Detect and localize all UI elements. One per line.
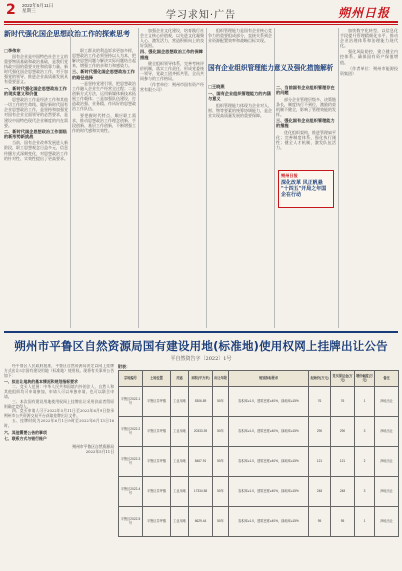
header-cell: 土地位置 [143, 371, 171, 387]
article-2-column-4-top [208, 28, 272, 62]
signature-issuer: 朔州市平鲁区自然资源局 [72, 443, 114, 449]
table-cell: 容积率≥1.0，建筑密度≥40%，绿地率≤15% [229, 507, 309, 537]
table-cell: 1 [355, 507, 375, 537]
weekday: 星期三 [22, 8, 36, 14]
table-cell: 平鲁区2022-3号 [119, 447, 143, 477]
date: 2022年5月11日 [22, 3, 54, 8]
table-cell: 76 [331, 387, 355, 417]
table-cell: 容积率≥1.0，建筑密度≥40%，绿地率≤15% [229, 387, 309, 417]
header-cell: 面积(平方米) [189, 371, 213, 387]
table-cell: 净地出让 [375, 477, 399, 507]
paragraph: 部分企业管理层级多、决策链条长，制度执行不到位，激励约束机制不健全，影响了管理效能的发挥。 [276, 96, 336, 117]
header-cell: 增价幅度(万元) [355, 371, 375, 387]
table-cell: 工业用地 [171, 477, 189, 507]
newspaper-logo: 朔州日报 [337, 6, 390, 20]
table-cell: 净地出让 [375, 507, 399, 537]
table-cell: 净地出让 [375, 387, 399, 417]
table-cell: 净地出让 [375, 417, 399, 447]
table-cell: 容积率≥1.0，建筑密度≥40%，绿地率≤15% [229, 447, 309, 477]
article-1-title: 新时代强化国企思想政治工作的探索思考 [4, 30, 130, 38]
table-cell: 平鲁区2022-4号 [119, 477, 143, 507]
notice-paragraph: 经平鲁区人民政府批准，平鲁区自然资源局决定以网上挂牌方式出让5宗国有建设用地（标准地）使用权。现将有关事项公告如下： [4, 364, 114, 378]
masthead-rule [4, 21, 398, 23]
table-cell: 290 [331, 417, 355, 447]
table-cell: 平鲁区井坪镇 [143, 507, 171, 537]
paragraph: 优化组织架构，推进管理扁平化；完善制度体系，强化执行刚性；健全人才机制，激发队伍活力。 [276, 129, 336, 150]
subheading: 三、强化国有企业组织管理能力的措施 [276, 117, 335, 129]
header-cell: 用途 [171, 371, 189, 387]
table-cell: 1 [355, 387, 375, 417]
header-cell: 竞买保证金(万元) [331, 371, 355, 387]
notice-paragraph: 三、本次国有建设用地使用权网上挂牌出让采用价高者得原则确定竞得人。 [4, 398, 114, 409]
article-1-column-2 [72, 48, 136, 328]
table-cell: 3 [355, 477, 375, 507]
paragraph: 强化风险防控，建立健全内控体系，确保国有资产保值增值。 [340, 49, 398, 65]
table-cell: 76 [309, 387, 331, 417]
header-cell: 规划指标要求 [229, 371, 309, 387]
article-2-column-4 [208, 84, 272, 328]
table-row [119, 417, 399, 447]
article-2-title: 国有企业组织管理能力意义及强化措施解析 [208, 64, 334, 72]
table-cell: 工业用地 [171, 387, 189, 417]
column-divider [138, 28, 139, 328]
table-cell: 50年 [213, 507, 229, 537]
notice-signature [4, 444, 114, 454]
article-1-column-3 [140, 28, 204, 328]
subheading: 一、新时代强化国企思想政治工作的现实意义和价值 [4, 85, 67, 96]
paragraph: 健全组织领导体系，完善考核评价机制，落实工作责任，形成党委统一领导、党政工团齐抓共管、全员共同参与的工作格局。 [140, 60, 204, 82]
table-cell: 6629.44 [189, 507, 213, 537]
table-row [119, 477, 399, 507]
table-cell: 290 [309, 417, 331, 447]
article-2-byline: □王晓燕 [208, 84, 225, 89]
table-cell: 容积率≥1.0，建筑密度≥40%，绿地率≤15% [229, 477, 309, 507]
table-cell: 平鲁区井坪镇 [143, 447, 171, 477]
paragraph: 当前，国有企业改革发展进入新阶段，职工思想观念日益多元，信息传播方式深刻变化，对思想政治工作的针对性、实效性提出了更高要求。 [4, 140, 68, 161]
notice-body [4, 364, 114, 564]
subheading: 四、强化国企思想政治工作的保障措施 [140, 49, 203, 60]
table-cell: 工业用地 [171, 417, 189, 447]
table-cell: 50年 [213, 387, 229, 417]
table-cell: 121 [309, 447, 331, 477]
table-cell: 248 [331, 477, 355, 507]
table-header-row [119, 371, 399, 387]
promo-box [278, 170, 334, 208]
paragraph: 加强企业文化建设，培育践行社会主义核心价值观，以先进文化凝聚人心、激发活力，营造积极向上的良好氛围。 [140, 28, 204, 49]
table-cell: 平鲁区2022-5号 [119, 507, 143, 537]
table-row [119, 447, 399, 477]
subheading: 二、新时代国企思想政治工作面临的新形势新挑战 [4, 128, 67, 140]
table-cell: 248 [309, 477, 331, 507]
notice-rule [4, 331, 398, 333]
paragraph: 组织管理能力是国有企业核心竞争力的重要组成部分，直接关系到企业资源配置效率和战略目标实现。 [208, 28, 272, 44]
paragraph: 职工群众的利益诉求更加多样，思想政治工作必须坚持以人为本，把解决思想问题与解决实际问题结合起来，增强工作的亲和力和感染力。 [72, 48, 136, 69]
masthead-thin-rule [4, 24, 398, 25]
parcel-table [118, 370, 399, 537]
notice-subheading: 七、联系方式与银行账户 [4, 435, 47, 441]
table-cell: 平鲁区井坪镇 [143, 417, 171, 447]
paragraph: 思想政治工作是经济工作和其他一切工作的生命线。做好新时代国有企业思想政治工作，是坚持和加强党对国有企业全面领导的必然要求，是建设中国特色现代企业制度的内在需要。 [4, 97, 68, 128]
table-cell: 3 [355, 417, 375, 447]
table-cell: 平鲁区2022-1号 [119, 387, 143, 417]
promo-label: 朔州日报 [281, 173, 298, 178]
table-cell: 95 [331, 507, 355, 537]
parcel-table-wrap [118, 364, 398, 566]
table-cell: 平鲁区2022-2号 [119, 417, 143, 447]
subheading: 二、当前国有企业组织管理存在的问题 [276, 85, 335, 96]
table-cell: 20333.39 [189, 417, 213, 447]
article-1-byline: □李伟东 [4, 48, 21, 53]
column-divider [338, 28, 339, 328]
signature-date: 2022年5月11日 [85, 448, 114, 454]
paragraph: 组织管理能力体现为企业对人、财、物等要素的统筹协调能力，是企业实现高质量发展的重要保障。 [208, 102, 272, 118]
article-2-headline [208, 64, 336, 72]
table-caption: 附表： [118, 364, 130, 369]
table-cell: 95 [309, 507, 331, 537]
table-cell: 50年 [213, 477, 229, 507]
author-unit: （作者单位：朔州市能源投资集团） [340, 65, 398, 76]
subheading: 三、新时代强化国企思想政治工作的路径选择 [72, 69, 135, 80]
page-number: 2 [6, 2, 16, 18]
notice-number: 平自然资告字〔2022〕1号 [170, 356, 232, 362]
paragraph: 一是坚持党建引领，把思想政治工作融入企业生产经营全过程；二是创新方式方法，运用新媒体新技术拓展工作载体；三是加强队伍建设，打造政治强、业务精、作风好的思想政治工作队伍。 [72, 80, 136, 112]
header-cell: 宗地编号 [119, 371, 143, 387]
table-cell: 平鲁区井坪镇 [143, 477, 171, 507]
column-divider [274, 28, 275, 328]
article-2-column-6 [340, 28, 398, 328]
notice-paragraph: 二、竞买人范围：中华人民共和国境内外的法人、自然人和其他组织均可申请参加，申请人可以单独申请，也可以联合申请。 [4, 384, 114, 399]
header-cell: 备注 [375, 371, 399, 387]
notice-paragraph: 五、挂牌时间为2022年6月1日9时至2022年6月13日16时。 [4, 417, 114, 428]
table-cell: 净地出让 [375, 447, 399, 477]
notice-paragraph: 四、竞买申请人可于2022年5月11日至2022年6月9日登录朔州市公共资源交易平台获取挂牌出让文件。 [4, 408, 114, 419]
table-cell: 121 [331, 447, 355, 477]
subheading: 一、国有企业组织管理能力的内涵与意义 [208, 91, 271, 102]
article-2-column-5 [276, 84, 336, 168]
column-divider [206, 28, 207, 328]
table-cell: 工业用地 [171, 507, 189, 537]
table-cell: 工业用地 [171, 447, 189, 477]
table-cell: 50年 [213, 447, 229, 477]
table-row [119, 507, 399, 537]
paragraph: 加快数字化转型，以信息化手段提升管理精细化水平，推动企业治理体系和治理能力现代化。 [340, 28, 398, 49]
table-cell: 17334.58 [189, 477, 213, 507]
column-divider [70, 28, 71, 328]
table-row [119, 387, 399, 417]
table-cell: 平鲁区井坪镇 [143, 387, 171, 417]
table-cell: 容积率≥1.0，建筑密度≥40%，绿地率≤15% [229, 417, 309, 447]
section-title: 学习求知·广告 [165, 10, 237, 21]
header-cell: 起始价(万元) [309, 371, 331, 387]
table-cell: 8467.91 [189, 447, 213, 477]
header-cell: 出让年限 [213, 371, 229, 387]
notice-title: 朔州市平鲁区自然资源局国有建设用地(标准地)使用权网上挂牌出让公告 [14, 339, 388, 353]
table-cell: 5306.89 [189, 387, 213, 417]
paragraph: 国有企业是中国特色社会主义的重要物质基础和政治基础，是我们党执政兴国的重要支柱和依靠力量。新时代强化国企思想政治工作，对于加强党的领导、推进企业高质量发展具有重要意义。 [4, 54, 68, 85]
masthead [0, 0, 402, 24]
promo-title: 深化改革 风正帆悬 "十四五"开局之年国企在行动 [281, 180, 327, 198]
table-cell: 50年 [213, 417, 229, 447]
notice-subheading: 一、拟出让地块的基本情况和规划指标要求 [4, 379, 78, 385]
notice-subheading: 六、其他需要公告的事项 [4, 429, 47, 435]
author-unit: （作者单位：朔州市国有资产经营有限公司） [140, 82, 204, 93]
table-cell: 2 [355, 447, 375, 477]
paragraph: 要把握时代特点，顺应职工需求，推动思想政治工作理念创新、手段创新、基层工作创新，不断增强工作的时代感和实效性。 [72, 112, 136, 133]
article-1-column-1 [4, 48, 68, 328]
